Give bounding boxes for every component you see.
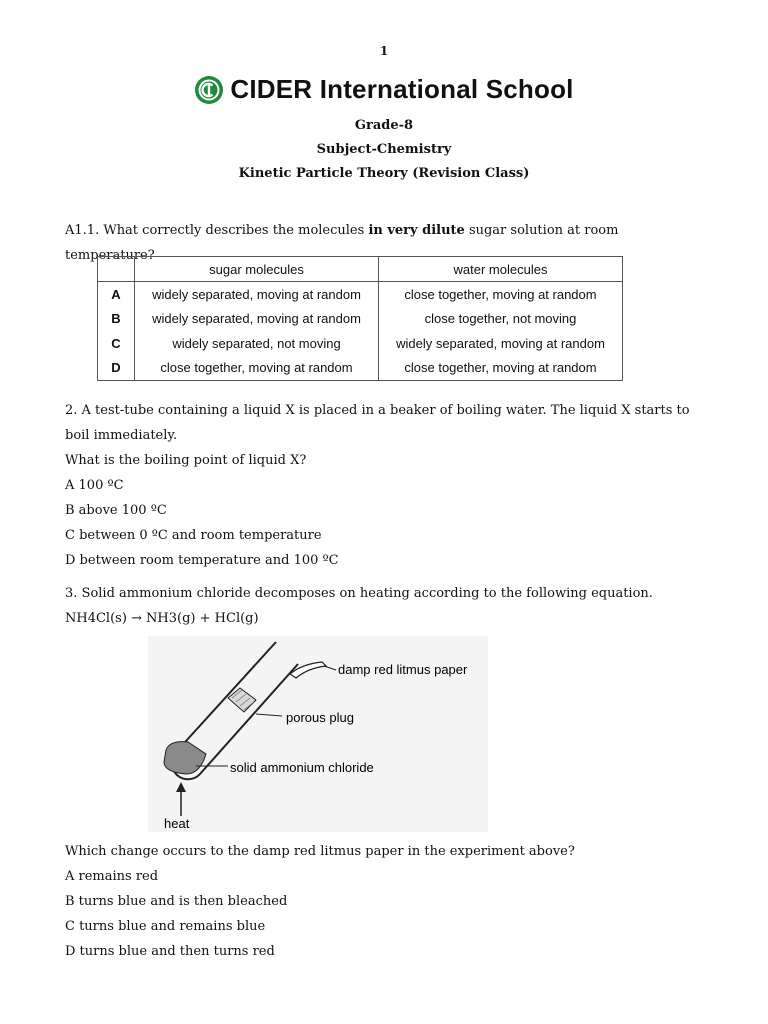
table-cell: A <box>98 282 135 307</box>
question-3-prompt: Which change occurs to the damp red litmus paper in the experiment above? <box>65 844 575 859</box>
q2-option-b: B above 100 ºC <box>65 503 167 518</box>
grade-heading: Grade-8 <box>354 118 414 133</box>
label-heat: heat <box>164 816 190 831</box>
school-header <box>0 74 768 109</box>
table-cell: widely separated, moving at random <box>379 331 623 356</box>
table-cell: close together, not moving <box>379 307 623 332</box>
answer-table <box>97 256 623 381</box>
table-header-cell <box>98 257 135 282</box>
table-row <box>98 356 623 381</box>
label-porous-plug: porous plug <box>286 710 354 725</box>
table-cell: close together, moving at random <box>135 356 379 381</box>
topic-heading: Kinetic Particle Theory (Revision Class) <box>238 166 530 181</box>
chemical-equation: NH4Cl(s) → NH3(g) + HCl(g) <box>65 611 259 626</box>
table-cell: widely separated, not moving <box>135 331 379 356</box>
table-cell: close together, moving at random <box>379 356 623 381</box>
table-row <box>98 282 623 307</box>
q3-option-a: A remains red <box>65 869 159 884</box>
table-cell: B <box>98 307 135 332</box>
q2-option-d: D between room temperature and 100 ºC <box>65 553 339 568</box>
table-cell: widely separated, moving at random <box>135 282 379 307</box>
q1-stem-part: sugar solution at room temperature? <box>65 223 619 263</box>
table-cell: close together, moving at random <box>379 282 623 307</box>
school-title <box>194 74 573 105</box>
q3-option-d: D turns blue and then turns red <box>65 944 275 959</box>
page-number: 1 <box>379 44 389 58</box>
q3-option-b: B turns blue and is then bleached <box>65 894 288 909</box>
label-litmus: damp red litmus paper <box>338 662 468 677</box>
table-row <box>98 307 623 332</box>
q2-option-c: C between 0 ºC and room temperature <box>65 528 322 543</box>
table-row <box>98 331 623 356</box>
table-cell: widely separated, moving at random <box>135 307 379 332</box>
table-header-row <box>98 257 623 282</box>
table-header-cell: sugar molecules <box>135 257 379 282</box>
q1-stem-emphasis: in very dilute <box>368 223 465 238</box>
label-solid: solid ammonium chloride <box>230 760 374 775</box>
q3-option-c: C turns blue and remains blue <box>65 919 266 934</box>
table-cell: C <box>98 331 135 356</box>
q1-stem-part: A1.1. What correctly describes the molecules <box>65 223 369 238</box>
q2-option-a: A 100 ºC <box>65 478 124 493</box>
subject-heading: Subject-Chemistry <box>316 142 452 157</box>
question-3-stem: 3. Solid ammonium chloride decomposes on heating according to the following equation. <box>65 586 653 601</box>
question-2-prompt: What is the boiling point of liquid X? <box>65 453 307 468</box>
test-tube-diagram <box>148 636 488 832</box>
school-name: CIDER International School <box>230 74 574 104</box>
question-2-stem: 2. A test-tube containing a liquid X is placed in a beaker of boiling water. The liquid X starts to boil immediately. <box>65 403 690 443</box>
table-header-cell: water molecules <box>379 257 623 282</box>
cider-logo-icon <box>194 75 224 105</box>
table-cell: D <box>98 356 135 381</box>
